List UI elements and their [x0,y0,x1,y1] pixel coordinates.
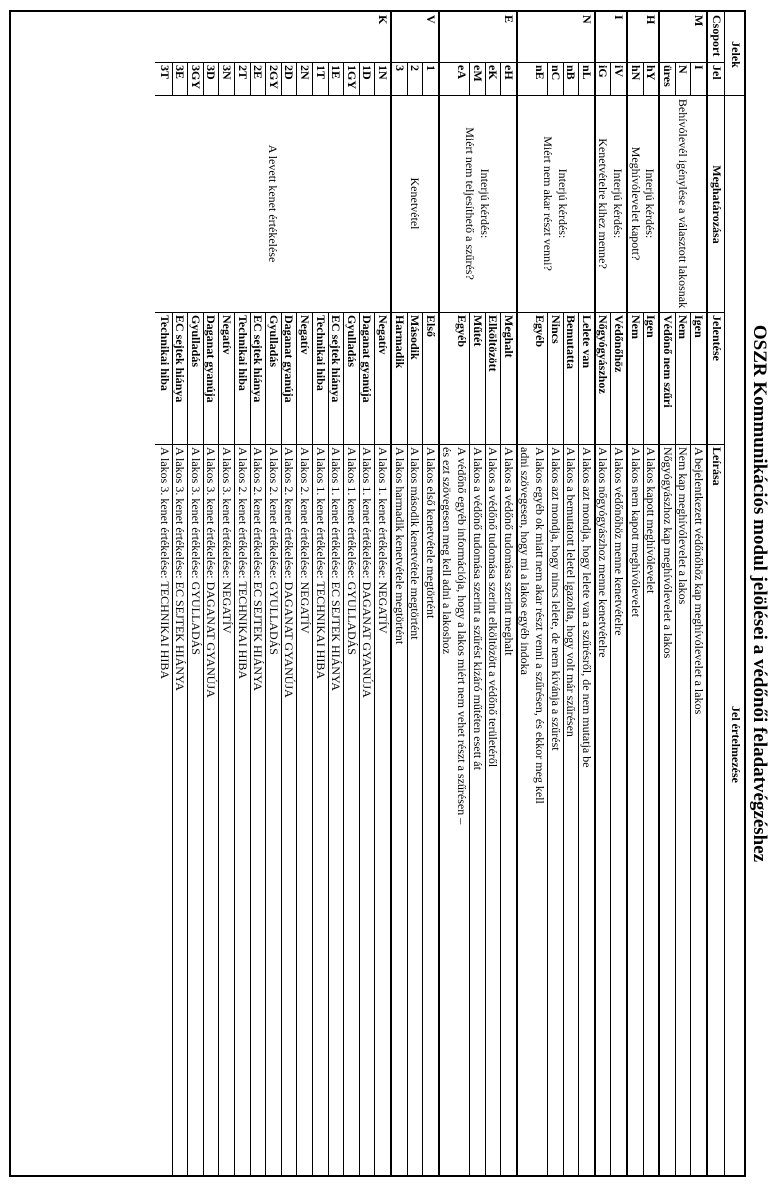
v-rule [155,95,708,96]
jel-code: 3GY [188,65,203,89]
v-rule [155,444,708,445]
h-rule [643,62,644,95]
v-rule [155,62,708,63]
h-rule [594,12,596,1175]
jelentese-cell: Nincs [548,315,563,344]
v-rule [708,62,725,63]
jelentese-cell: Egyéb [533,315,547,348]
jelentese-cell: Meghalt [501,315,516,358]
jel-code: 1GY [344,65,359,89]
v-rule [708,95,744,96]
header-jel: Jel [710,65,724,80]
jelentese-cell: Második [408,315,423,360]
codes-table [9,10,746,1177]
h-rule [658,12,660,1175]
jel-code: nB [564,65,579,80]
h-rule [469,62,470,95]
h-rule [690,62,691,95]
leirasa-line: A védőnő egyéb információja, hogy a lakos miért nem vehet részt a szűrésen – [455,447,469,825]
h-rule [172,312,173,1175]
leirasa-cell: A lakos nem kapott meghívólevelet [628,447,643,617]
jel-code: 1 [423,65,438,71]
jel-code: eM [470,65,485,82]
leirasa-cell: A lakos 1. kenet értékelése: TECHNIKAI HIBA [313,447,328,680]
jel-code: 2 [408,65,423,71]
leirasa-line: A lakos a védőnő tudomása szerint a szűrést kizáró műtéten esett át [470,447,485,770]
h-rule [563,62,564,95]
h-rule [296,312,297,1175]
jelentese-cell: Igen [644,315,659,338]
h-rule [312,312,313,1175]
jel-code: nL [579,65,594,80]
h-rule [407,62,408,95]
csoport-label: M [692,15,706,27]
leirasa-cell: A lakos 3. kenet értékelése: NEGATÍV [220,447,234,634]
h-rule [234,62,235,95]
jel-code: 2D [282,65,297,80]
jelentese-cell: Harmadik [392,315,407,369]
leirasa-cell: A lakos nőgyógyászhoz menne kenetvételre [596,447,611,658]
jelentese-cell: EC sejtek hiánya [329,315,344,403]
jel-code: 1N [376,65,390,80]
jelentese-cell: Nem [676,315,691,339]
jel-code: N [676,65,691,74]
meghatarozas-text: A levett kenet értékelése [266,144,281,263]
h-rule [343,312,344,1175]
meghatarozas-text: Behívólevél igénylése a választott lakosnak [675,98,690,309]
leirasa-cell: A lakos 1. kenet értékelése: DAGANAT GYANÚJA [360,447,375,698]
h-rule [485,62,486,95]
leirasa-cell: A lakos 3. kenet értékelése: EC SEJTEK HIÁNYA [173,447,188,691]
leirasa-line: adni szövegesen, hogy mi a lakos egyéb indoka [518,447,533,675]
jelentese-cell: Védőnőhöz [612,315,626,373]
jel-code: 2N [298,65,312,80]
h-rule [675,62,676,95]
h-rule [328,312,329,1175]
jelentese-cell: Első [423,315,438,338]
jel-code: 3T [157,65,172,80]
h-rule [407,312,408,1175]
leirasa-cell: A lakos 1. kenet értékelése: NEGATÍV [376,447,390,634]
h-rule [390,12,392,1175]
h-rule [438,12,440,1175]
jel-code: nC [548,65,563,81]
jel-code: I [692,65,706,70]
v-rule [708,444,725,445]
jel-code: eA [455,65,469,79]
jelentese-cell: Igen [692,315,706,338]
h-rule [281,62,282,95]
csoport-label: K [376,15,390,25]
leirasa-cell: Nem kap meghívólevelet a lakos [676,447,691,605]
jel-code: 2T [235,65,250,80]
meghatarozas-text: Kenetvételre kihez menne? [596,138,611,269]
csoport-label: I [612,15,626,20]
h-rule [359,312,360,1175]
leirasa-cell: A lakos védőnőhöz menne kenetvételre [612,447,626,636]
jel-code: nE [533,65,547,80]
leirasa-cell: A lakos kapott meghívólevelet [644,447,659,594]
jelentese-cell: Műtét [470,315,485,347]
csoport-label: V [423,15,438,24]
h-rule [328,62,329,95]
h-rule [422,62,423,95]
jelentese-cell: Negatív [298,315,312,355]
h-rule [675,312,676,1175]
leirasa-cell: A lakos második kenetvétele megtörtént [408,447,423,640]
h-rule [643,312,644,1175]
leirasa-cell: A bejelentkezett védőnőhöz kap meghívólevelet a lakos [692,447,706,715]
h-rule [250,312,251,1175]
jel-code: eK [486,65,501,80]
jelentese-cell: Daganat gyanúja [282,315,297,403]
h-rule [500,312,501,1175]
jel-code: 3N [220,65,234,80]
jelentese-cell: Daganat gyanúja [204,315,219,403]
leirasa-cell: A lakos 2. kenet értékelése: DAGANAT GYANÚJA [282,447,297,698]
leirasa-cell: A lakos első kenetvétele megtörtént [423,447,438,619]
leirasa-cell: A lakos 2. kenet értékelése: TECHNIKAI HIBA [235,447,250,680]
meghatarozas-text: Miért nem teljesíthető a szűrés? [463,127,478,280]
jel-code: eH [501,65,516,80]
h-rule [374,312,375,1175]
h-rule [359,62,360,95]
leirasa-line: A lakos a védőnő tudomása szerint meghalt [501,447,516,656]
h-rule [250,62,251,95]
jelentese-cell: Daganat gyanúja [360,315,375,403]
leirasa-line: A lakos azt mondja, hogy nincs lelete, de nem kívánja a szűrést [548,447,563,751]
h-rule [296,62,297,95]
meghatarozas-text: Meghívólevelet kapott? [628,146,643,261]
jelentese-cell: Védőnő nem szűri [660,315,675,408]
h-rule [234,312,235,1175]
leirasa-cell: A lakos 1. kenet értékelése: GYULLADÁS [344,447,359,655]
h-rule [343,62,344,95]
meghatarozas-text: Interjú kérdés: [611,168,625,239]
header-jelentese: Jelentése [710,315,724,361]
jelentese-cell: Elköltözött [486,315,501,372]
h-rule [610,62,611,95]
csoport-label: E [501,15,516,24]
header-jelek: Jelek [729,41,743,68]
h-rule [485,312,486,1175]
h-rule [265,62,266,95]
v-rule [155,312,708,313]
jelentese-cell: EC sejtek hiánya [251,315,266,403]
jel-code: iG [596,65,611,78]
h-rule [547,62,548,95]
h-rule [578,312,579,1175]
jel-code: iV [612,65,626,77]
jel-code: 1E [329,65,344,80]
h-rule [374,62,375,95]
header-csoport: Csoport [710,15,724,57]
meghatarozas-text: Interjú kérdés: [477,168,492,239]
meghatarozas-text: Kenetvétel [407,177,422,230]
jelentese-cell: Lelete van [579,315,594,368]
jel-code: 2GY [266,65,281,89]
jelentese-cell: Technikai hiba [313,315,328,391]
h-rule [203,62,204,95]
h-rule [706,12,708,1175]
jelentese-cell: Negatív [220,315,234,355]
leirasa-cell: A lakos 2. kenet értékelése: NEGATÍV [298,447,312,634]
leirasa-line: A lakos azt mondja, hogy lelete van a szűrésről, de nem mutatja be [579,447,594,768]
header-leirasa: Leírása [710,447,724,486]
h-rule [690,312,691,1175]
h-rule [610,312,611,1175]
meghatarozas-text: Interjú kérdés: [555,168,570,239]
leirasa-line: A lakos a védőnő tudomása szerint elköltözött a védőnő területéről [486,447,501,768]
h-rule [203,312,204,1175]
jelentese-cell: Gyulladás [266,315,281,368]
leirasa-cell: A lakos 3. kenet értékelése: TECHNIKAI HIBA [157,447,172,680]
h-rule [265,312,266,1175]
leirasa-cell: A lakos 2. kenet értékelése: EC SEJTEK HIÁNYA [251,447,266,691]
h-rule [422,312,423,1175]
meghatarozas-text: Interjú kérdés: [643,168,658,239]
leirasa-cell: A lakos 3. kenet értékelése: GYULLADÁS [188,447,203,655]
jelentese-cell: Nem [628,315,643,339]
leirasa-line: és ezt szövegesen meg kell adni a lakoshoz [440,447,455,654]
h-rule [312,62,313,95]
jelentese-cell: Gyulladás [344,315,359,368]
jelentese-cell: EC sejtek hiánya [173,315,188,403]
jel-code: 3D [204,65,219,80]
leirasa-cell: A lakos 2. kenet értékelése: GYULLADÁS [266,447,281,655]
h-rule [469,312,470,1175]
csoport-label: H [644,15,659,25]
leirasa-cell: A lakos harmadik kenetvétele megtörtént [392,447,407,645]
jelentese-cell: Gyulladás [188,315,203,368]
jel-code: hY [644,65,659,81]
leirasa-line: A lakos a bemutatott leletel igazolta, hogy volt már szűrésen [564,447,579,737]
h-rule [563,312,564,1175]
csoport-label: N [579,15,594,24]
h-rule [187,312,188,1175]
page-title: OSZR Kommunikációs modul jelölései a védőnői feladatvégzéshez [749,324,770,863]
leirasa-cell: A lakos 1. kenet értékelése: EC SEJTEK HIÁNYA [329,447,344,691]
h-rule [516,12,518,1175]
jelentese-cell: Technikai hiba [235,315,250,391]
jelentese-cell: Technikai hiba [157,315,172,391]
h-rule [218,62,219,95]
h-rule [281,312,282,1175]
jelentese-cell: Negatív [376,315,390,355]
leirasa-cell: A lakos 3. kenet értékelése: DAGANAT GYANÚJA [204,447,219,698]
jel-code: hN [628,65,643,81]
h-rule [547,312,548,1175]
h-rule [724,12,725,1175]
jelentese-cell: Nőgyógyászhoz [596,315,611,394]
leirasa-line: A lakos egyéb ok miatt nem akar részt venni a szűrésen, és ekkor meg kell [533,447,547,804]
meghatarozas-text: Miért nem akar részt venni? [541,136,556,271]
jel-code: 1D [360,65,375,80]
jel-code: 1T [313,65,328,80]
header-meghatarozasa: Meghatározása [710,165,724,244]
jel-code: 3 [392,65,407,71]
h-rule [187,62,188,95]
h-rule [218,312,219,1175]
jel-code: 3E [173,65,188,80]
h-rule [172,62,173,95]
jel-code: üres [660,65,675,87]
jelentese-cell: Egyéb [455,315,469,348]
h-rule [626,12,628,1175]
h-rule [500,62,501,95]
h-rule [578,62,579,95]
jelentese-cell: Bemutatta [564,315,579,369]
jel-code: 2E [251,65,266,80]
header-jel-ertelmezese: Jel értelmezése [729,706,743,783]
leirasa-cell: Nőgyógyászhoz kap meghívólevelet a lakos [660,447,675,659]
v-rule [708,312,725,313]
